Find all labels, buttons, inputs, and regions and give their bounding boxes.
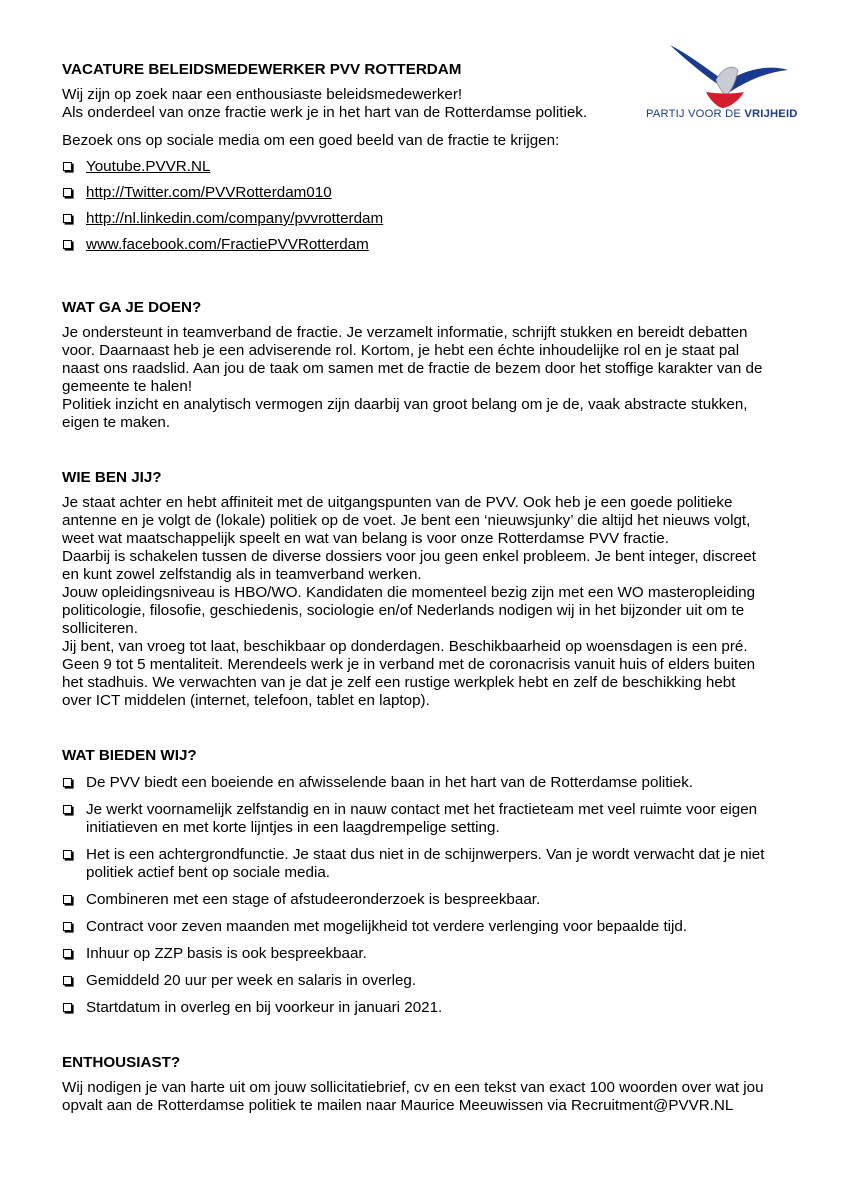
list-item — [62, 891, 802, 909]
list-item — [62, 918, 802, 936]
list-item-text: De PVV biedt een boeiende en afwisselende baan in het hart van de Rotterdamse politiek. — [86, 774, 694, 791]
intro-line: Als onderdeel van onze fractie werk je in het hart van de Rotterdamse politiek. — [62, 104, 588, 121]
list-item-text: Inhuur op ZZP basis is ook bespreekbaar. — [86, 945, 367, 962]
list-item-text: Combineren met een stage of afstudeeronderzoek is bespreekbaar. — [86, 891, 541, 908]
section-heading-doen: WAT GA JE DOEN? — [62, 299, 202, 316]
checkbox-bullet-icon — [63, 214, 72, 223]
paragraph-line: Je staat achter en hebt affiniteit met de uitgangspunten van de PVV. Ook heb je een goede politieke — [62, 494, 733, 511]
list-item-text: Je werkt voornamelijk zelfstandig en in nauw contact met het fractieteam met veel ruimte voor eigen — [86, 801, 758, 818]
section-body-doen — [62, 324, 802, 432]
paragraph-line: weet wat maatschappelijk speelt en wat van belang is voor onze Rotterdamse PVV fractie. — [62, 530, 669, 547]
social-intro: Bezoek ons op sociale media om een goed beeld van de fractie te krijgen: — [62, 132, 560, 149]
list-item — [62, 774, 802, 792]
checkbox-bullet-icon — [63, 922, 72, 931]
checkbox-bullet-icon — [63, 850, 72, 859]
section-body-wie — [62, 494, 802, 710]
checkbox-bullet-icon — [63, 805, 72, 814]
list-item — [62, 846, 802, 882]
list-item — [62, 236, 802, 254]
list-item — [62, 184, 802, 202]
social-links-list — [62, 158, 802, 254]
twitter-link[interactable]: http://Twitter.com/PVVRotterdam010 — [86, 184, 332, 201]
section-heading-enthousiast: ENTHOUSIAST? — [62, 1054, 181, 1071]
list-item — [62, 945, 802, 963]
checkbox-bullet-icon — [63, 188, 72, 197]
paragraph-line: solliciteren. — [62, 620, 138, 637]
checkbox-bullet-icon — [63, 1003, 72, 1012]
section-body-enthousiast — [62, 1079, 802, 1115]
list-item — [62, 801, 802, 837]
list-item — [62, 158, 802, 176]
paragraph-line: opvalt aan de Rotterdamse politiek te mailen naar Maurice Meeuwissen via Recruitment@PVVR.NL — [62, 1097, 734, 1114]
paragraph-line: antenne en je volgt de (lokale) politiek op de voet. Je bent een ‘nieuwsjunky’ die altijd het nieuws volgt, — [62, 512, 751, 529]
paragraph-line: politicologie, filosofie, geschiedenis, sociologie en/of Nederlands nodigen wij in het bijzonder uit om te — [62, 602, 745, 619]
linkedin-link[interactable]: http://nl.linkedin.com/company/pvvrotterdam — [86, 210, 384, 227]
paragraph-line: het stadhuis. We verwachten van je dat je zelf een rustige werkplek hebt en zelf de beschikking hebt — [62, 674, 736, 691]
list-item-text: Startdatum in overleg en bij voorkeur in januari 2021. — [86, 999, 443, 1016]
intro-line: Wij zijn op zoek naar een enthousiaste beleidsmedewerker! — [62, 86, 463, 103]
checkbox-bullet-icon — [63, 778, 72, 787]
section-heading-wie: WIE BEN JIJ? — [62, 469, 162, 486]
paragraph-line: Jouw opleidingsniveau is HBO/WO. Kandidaten die momenteel bezig zijn met een WO masteropleiding — [62, 584, 756, 601]
paragraph-line: Politiek inzicht en analytisch vermogen zijn daarbij van groot belang om je de, vaak abstracte stukken, — [62, 396, 748, 413]
paragraph-line: Geen 9 tot 5 mentaliteit. Merendeels werk je in verband met de coronacrisis vanuit huis of elders buiten — [62, 656, 756, 673]
youtube-link[interactable]: Youtube.PVVR.NL — [86, 158, 211, 175]
list-item-text: Contract voor zeven maanden met mogelijkheid tot verdere verlenging voor bepaalde tijd. — [86, 918, 688, 935]
paragraph-line: Jij bent, van vroeg tot laat, beschikbaar op donderdagen. Beschikbaarheid op woensdagen is een pré. — [62, 638, 748, 655]
facebook-link[interactable]: www.facebook.com/FractiePVVRotterdam — [86, 236, 369, 253]
checkbox-bullet-icon — [63, 240, 72, 249]
paragraph-line: over ICT middelen (internet, telefoon, tablet en laptop). — [62, 692, 430, 709]
paragraph-line: Je ondersteunt in teamverband de fractie. Je verzamelt informatie, schrijft stukken en bereidt debatten — [62, 324, 748, 341]
paragraph-line: gemeente te halen! — [62, 378, 193, 395]
logo-text: PARTIJ VOOR DE VRIJHEID — [646, 108, 798, 120]
list-item-text: Gemiddeld 20 uur per week en salaris in overleg. — [86, 972, 417, 989]
vacancy-document — [62, 60, 802, 1115]
list-item — [62, 972, 802, 990]
document-title: VACATURE BELEIDSMEDEWERKER PVV ROTTERDAM — [62, 61, 462, 78]
paragraph-line: naast ons raadslid. Aan jou de taak om samen met de fractie de bezem door het stoffige karakter van de — [62, 360, 763, 377]
paragraph-line: Wij nodigen je van harte uit om jouw sollicitatiebrief, cv en een tekst van exact 100 woorden over wat jou — [62, 1079, 764, 1096]
offer-list — [62, 774, 802, 1017]
paragraph-line: Daarbij is schakelen tussen de diverse dossiers voor jou geen enkel probleem. Je bent integer, discreet — [62, 548, 756, 565]
checkbox-bullet-icon — [63, 976, 72, 985]
paragraph-line: en kunt zowel zelfstandig als in teamverband werken. — [62, 566, 422, 583]
list-item — [62, 210, 802, 228]
list-item — [62, 999, 802, 1017]
section-heading-bieden: WAT BIEDEN WIJ? — [62, 747, 197, 764]
paragraph-line: voor. Daarnaast heb je een adviserende rol. Kortom, je hebt een échte inhoudelijke rol en je staat pal — [62, 342, 740, 359]
checkbox-bullet-icon — [63, 162, 72, 171]
checkbox-bullet-icon — [63, 895, 72, 904]
list-item-text: politiek actief bent op sociale media. — [86, 864, 330, 881]
list-item-text: initiatieven en met korte lijntjes in een laagdrempelige setting. — [86, 819, 500, 836]
checkbox-bullet-icon — [63, 949, 72, 958]
paragraph-line: eigen te maken. — [62, 414, 171, 431]
list-item-text: Het is een achtergrondfunctie. Je staat dus niet in de schijnwerpers. Van je wordt verwacht dat je niet — [86, 846, 765, 863]
